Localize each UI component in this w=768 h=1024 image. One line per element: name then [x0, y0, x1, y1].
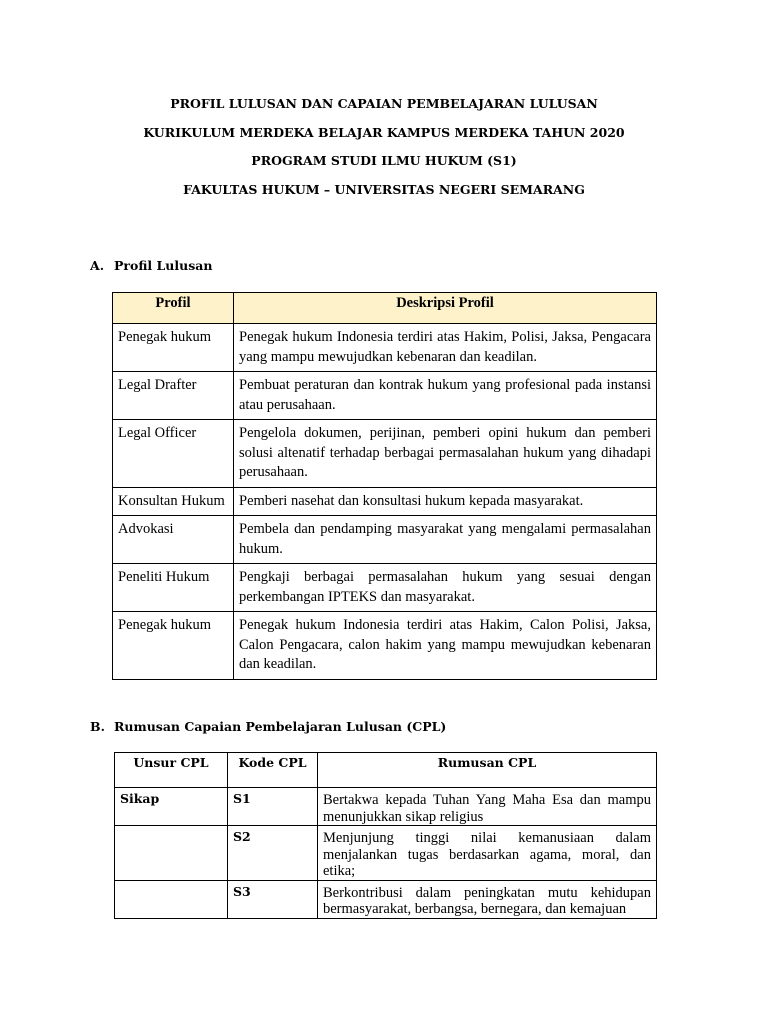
- deskripsi-cell: Penegak hukum Indonesia terdiri atas Hakim, Polisi, Jaksa, Pengacara yang mampu mewujudkan kebenaran dan keadilan.: [234, 324, 657, 372]
- kode-cell: S1: [228, 788, 318, 826]
- table-row: [113, 324, 657, 372]
- column-header-unsur: Unsur CPL: [115, 753, 228, 788]
- table-header-row: [113, 293, 657, 324]
- section-b-title: Rumusan Capaian Pembelajaran Lulusan (CPL): [114, 719, 447, 734]
- header-faculty-line: FAKULTAS HUKUM – UNIVERSITAS NEGERI SEMARANG: [183, 181, 585, 197]
- unsur-cell: [115, 826, 228, 881]
- unsur-cell: Sikap: [115, 788, 228, 826]
- section-b-heading: [90, 719, 446, 734]
- profil-cell: Peneliti Hukum: [113, 564, 234, 612]
- deskripsi-cell: Pembuat peraturan dan kontrak hukum yang profesional pada instansi atau perusahaan.: [234, 372, 657, 420]
- profil-cell: Legal Officer: [113, 420, 234, 488]
- column-header-deskripsi: Deskripsi Profil: [234, 293, 657, 324]
- header-program-line: PROGRAM STUDI ILMU HUKUM (S1): [251, 153, 517, 169]
- table-row: [115, 788, 657, 826]
- rumusan-cell: Menjunjung tinggi nilai kemanusiaan dalam menjalankan tugas berdasarkan agama, moral, dan etika;: [318, 826, 657, 881]
- column-header-profil: Profil: [113, 293, 234, 324]
- rumusan-cell: Berkontribusi dalam peningkatan mutu kehidupan bermasyarakat, berbangsa, bernegara, dan kemajuan: [318, 880, 657, 918]
- deskripsi-cell: Pengelola dokumen, perijinan, pemberi opini hukum dan pemberi solusi altenatif terhadap berbagai permasalahan hukum yang dihadapi perusahaan.: [234, 420, 657, 488]
- kode-cell: S3: [228, 880, 318, 918]
- profil-cell: Advokasi: [113, 516, 234, 564]
- profil-cell: Penegak hukum: [113, 324, 234, 372]
- header-title-line-2: KURIKULUM MERDEKA BELAJAR KAMPUS MERDEKA TAHUN 2020: [143, 124, 625, 140]
- rumusan-cpl-table: [114, 752, 657, 919]
- table-row: [113, 564, 657, 612]
- rumusan-cell: Bertakwa kepada Tuhan Yang Maha Esa dan mampu menunjukkan sikap religius: [318, 788, 657, 826]
- section-a-number: A.: [90, 258, 105, 273]
- header-title-line-1: PROFIL LULUSAN DAN CAPAIAN PEMBELAJARAN LULUSAN: [170, 96, 598, 111]
- profil-cell: Legal Drafter: [113, 372, 234, 420]
- table-row: [113, 420, 657, 488]
- deskripsi-cell: Pengkaji berbagai permasalahan hukum yang sesuai dengan perkembangan IPTEKS dan masyarakat.: [234, 564, 657, 612]
- profil-cell: Penegak hukum: [113, 612, 234, 680]
- deskripsi-cell: Penegak hukum Indonesia terdiri atas Hakim, Calon Polisi, Jaksa, Calon Pengacara, calon hakim yang mampu mewujudkan kebenaran dan keadilan.: [234, 612, 657, 680]
- table-row: [113, 372, 657, 420]
- profil-cell: Konsultan Hukum: [113, 487, 234, 516]
- profil-lulusan-table: [112, 292, 657, 680]
- table-row: [115, 880, 657, 918]
- kode-cell: S2: [228, 826, 318, 881]
- table-header-row: [115, 753, 657, 788]
- table-row: [113, 516, 657, 564]
- deskripsi-cell: Pemberi nasehat dan konsultasi hukum kepada masyarakat.: [234, 487, 657, 516]
- column-header-kode: Kode CPL: [228, 753, 318, 788]
- section-a-heading: [90, 258, 212, 273]
- document-header: [0, 90, 768, 204]
- section-b-number: B.: [90, 719, 105, 734]
- column-header-rumusan: Rumusan CPL: [318, 753, 657, 788]
- unsur-cell: [115, 880, 228, 918]
- deskripsi-cell: Pembela dan pendamping masyarakat yang mengalami permasalahan hukum.: [234, 516, 657, 564]
- table-row: [113, 487, 657, 516]
- table-row: [115, 826, 657, 881]
- section-a-title: Profil Lulusan: [114, 258, 213, 273]
- table-row: [113, 612, 657, 680]
